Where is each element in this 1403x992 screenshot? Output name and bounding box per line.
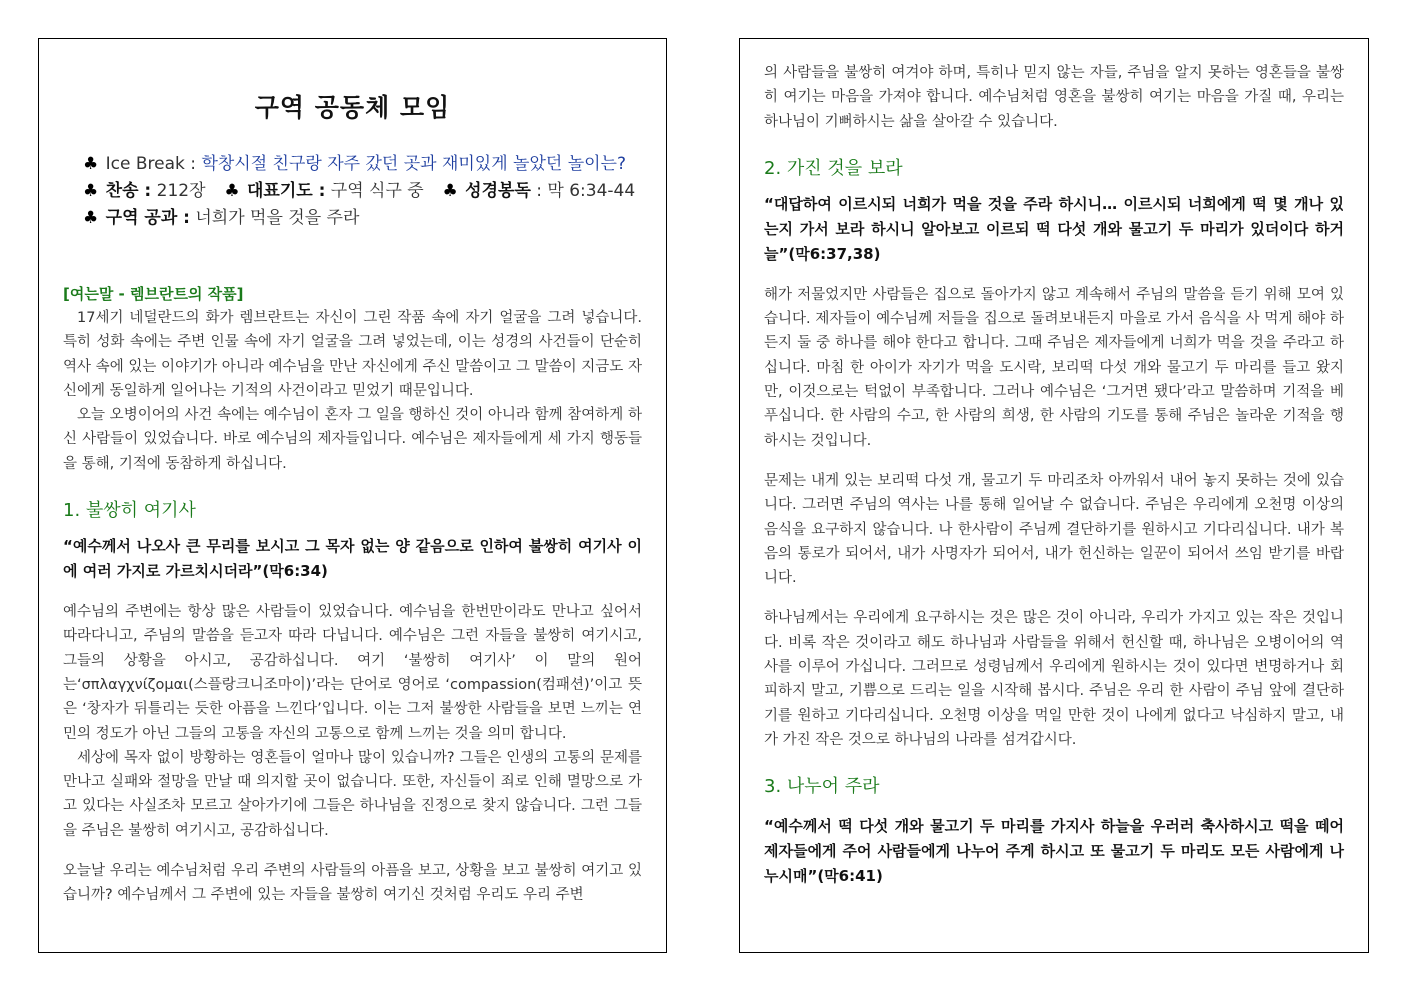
prayer-label: 대표기도 : (246, 181, 326, 201)
order-row (83, 178, 642, 205)
reading-value: : 막 6:34-44 (530, 181, 636, 201)
body-paragraph: 세상에 목자 없이 방황하는 영혼들이 얼마나 많이 있습니까? 그들은 인생의 고통의 문제를 만나고 실패와 절망을 만날 때 의지할 곳이 없습니다. 또한, 자신들이 죄로 인해 멸망으로 가고 있다는 사실조차 모르고 살아가기에 그들은 하나님을 진정으로 찾지 않습니다. 그런 그들을 주님은 불쌍히 여기시고, 공감하십니다. (63, 749, 642, 839)
intro-paragraph: 오늘 오병이어의 사건 속에는 예수님이 혼자 그 일을 행하신 것이 아니라 함께 참여하게 하신 사람들이 있었습니다. 바로 예수님의 제자들입니다. 예수님은 제자들에게 세 가지 행동들을 통해, 기적에 동참하게 하십니다. (63, 407, 642, 472)
club-suit-icon: ♣ (83, 181, 99, 201)
lesson-label: 구역 공과 : (105, 208, 190, 228)
scripture-quote: “대답하여 이르시되 너희가 먹을 것을 주라 하시니… 이르시되 너희에게 떡 몇 개나 있는지 가서 보라 하시니 알아보고 이르되 떡 다섯 개와 물고기 두 마리가 있더이다 하거늘”(막6:37,38) (764, 194, 1344, 263)
club-suit-icon: ♣ (224, 181, 240, 201)
hymn-label: 찬송 : (105, 181, 152, 201)
club-suit-icon: ♣ (442, 181, 458, 201)
ice-break-separator: : (184, 154, 202, 174)
body-paragraph: 문제는 내게 있는 보리떡 다섯 개, 물고기 두 마리조차 아까워서 내어 놓지 못하는 것에 있습니다. 그러면 주님의 역사는 나를 통해 일어날 수 없습니다. 주님은 우리에게 오천명 이상의 음식을 요구하지 않습니다. 나 한사람이 주님께 결단하기를 원하시고 기다리십니다. 내가 복음의 통로가 되어서, 내가 사명자가 되어서, 내가 헌신하는 일꾼이 되어서 쓰임 받기를 바랍니다. (764, 472, 1344, 587)
meeting-info (63, 151, 642, 232)
hymn-value: 212장 (151, 181, 206, 201)
ice-break-question: 학창시절 친구랑 자주 갔던 곳과 재미있게 놀았던 놀이는? (201, 154, 626, 174)
lesson-value: 너희가 먹을 것을 주라 (189, 208, 360, 228)
body-paragraph: 예수님의 주변에는 항상 많은 사람들이 있었습니다. 예수님을 한번만이라도 만나고 싶어서 따라다니고, 주님의 말씀을 듣고자 따라 다닙니다. 예수님은 그런 자들을 불쌍히 여기시고, 그들의 상황을 아시고, 공감하십니다. 여기 ‘불쌍히 여기사’ 이 말의 원어는‘σπλαγχνίζομαι(스플랑크니조마이)’라는 단어로 영어로 ‘compassion(컴패션)’이고 뜻은 ‘창자가 뒤틀리는 듯한 아픔을 느낀다’입니다. 이는 그저 불쌍한 사람들을 보면 느끼는 연민의 정도가 아닌 그들의 고통을 자신의 고통으로 함께 느끼는 것을 의미 합니다. (63, 604, 642, 742)
reading-label: 성경봉독 (465, 181, 531, 201)
lesson-row (83, 205, 642, 232)
scripture-quote: “예수께서 나오사 큰 무리를 보시고 그 목자 없는 양 같음으로 인하여 불쌍히 여기사 이에 여러 가지로 가르치시더라”(막6:34) (63, 537, 642, 581)
body-paragraph: 의 사람들을 불쌍히 여겨야 하며, 특히나 믿지 않는 자들, 주님을 알지 못하는 영혼들을 불쌍히 여기는 마음을 가져야 합니다. 예수님처럼 영혼을 불쌍히 여기는 마음을 가질 때, 우리는 하나님이 기뻐하시는 삶을 살아갈 수 있습니다. (764, 65, 1344, 130)
ice-break-row (83, 151, 642, 178)
body-paragraph: 오늘날 우리는 예수님처럼 우리 주변의 사람들의 아픔을 보고, 상황을 보고 불쌍히 여기고 있습니까? 예수님께서 그 주변에 있는 자들을 불쌍히 여기신 것처럼 우리도 우리 주변 (63, 863, 642, 904)
body-paragraph: 해가 저물었지만 사람들은 집으로 돌아가지 않고 계속해서 주님의 말씀을 듣기 위해 모여 있습니다. 제자들이 예수님께 저들을 집으로 돌려보내든지 마을로 가서 음식을 사 먹게 해야 하든지 둘 중 하나를 해야 한다고 합니다. 그때 주님은 제자들에게 너희가 먹을 것을 주라고 하십니다. 마침 한 아이가 자기가 먹을 도시락, 보리떡 다섯 개와 물고기 두 마리를 들고 왔지만, 이것으로는 턱없이 부족합니다. 그러나 예수님은 ‘그거면 됐다’라고 말씀하며 기적을 베푸십니다. 한 사람의 수고, 한 사람의 희생, 한 사람의 기도를 통해 주님은 놀라운 기적을 행하시는 것입니다. (764, 286, 1344, 449)
ice-break-label: Ice Break (105, 154, 185, 174)
club-suit-icon: ♣ (83, 154, 99, 174)
scripture-quote: “예수께서 떡 다섯 개와 물고기 두 마리를 가지사 하늘을 우러러 축사하시고 떡을 떼어 제자들에게 주어 사람들에게 나누어 주게 하시고 또 물고기 두 마리도 모든 사람에게 나누시매”(막6:41) (764, 817, 1344, 886)
section-heading: 1. 불쌍히 여기사 (63, 500, 196, 522)
prayer-value: 구역 식구 중 (325, 181, 424, 201)
section-heading: 3. 나누어 주라 (764, 776, 880, 798)
club-suit-icon: ♣ (83, 208, 99, 228)
left-page (38, 38, 667, 953)
page-title: 구역 공동체 모임 (254, 93, 451, 122)
body-paragraph: 하나님께서는 우리에게 요구하시는 것은 많은 것이 아니라, 우리가 가지고 있는 작은 것입니다. 비록 작은 것이라고 해도 하나님과 사람들을 위해서 헌신할 때, 하나님은 오병이어의 역사를 이루어 가십니다. 그러므로 성령님께서 우리에게 원하시는 것이 있다면 변명하거나 회피하지 말고, 기쁨으로 드리는 일을 시작해 봅시다. 주님은 우리 한 사람이 주님 앞에 결단하기를 원하고 기다리십니다. 오천명 이상을 먹일 만한 것이 나에게 없다고 낙심하지 말고, 내가 가진 작은 것으로 하나님의 나라를 섬겨갑시다. (764, 610, 1344, 748)
intro-paragraph: 17세기 네덜란드의 화가 렘브란트는 자신이 그린 작품 속에 자기 얼굴을 그려 넣습니다. 특히 성화 속에는 주변 인물 속에 자기 얼굴을 그려 넣었는데, 이는 성경의 사건들이 단순히 역사 속에 있는 이야기가 아니라 예수님을 만난 자신에게 주신 말씀이고 그 말씀이 지금도 자신에게 동일하게 일어나는 기적의 사건이라고 믿었기 때문입니다. (63, 310, 642, 399)
intro-heading: [여는말 - 렘브란트의 작품] (63, 285, 244, 303)
section-heading: 2. 가진 것을 보라 (764, 157, 903, 179)
right-page (739, 38, 1369, 953)
